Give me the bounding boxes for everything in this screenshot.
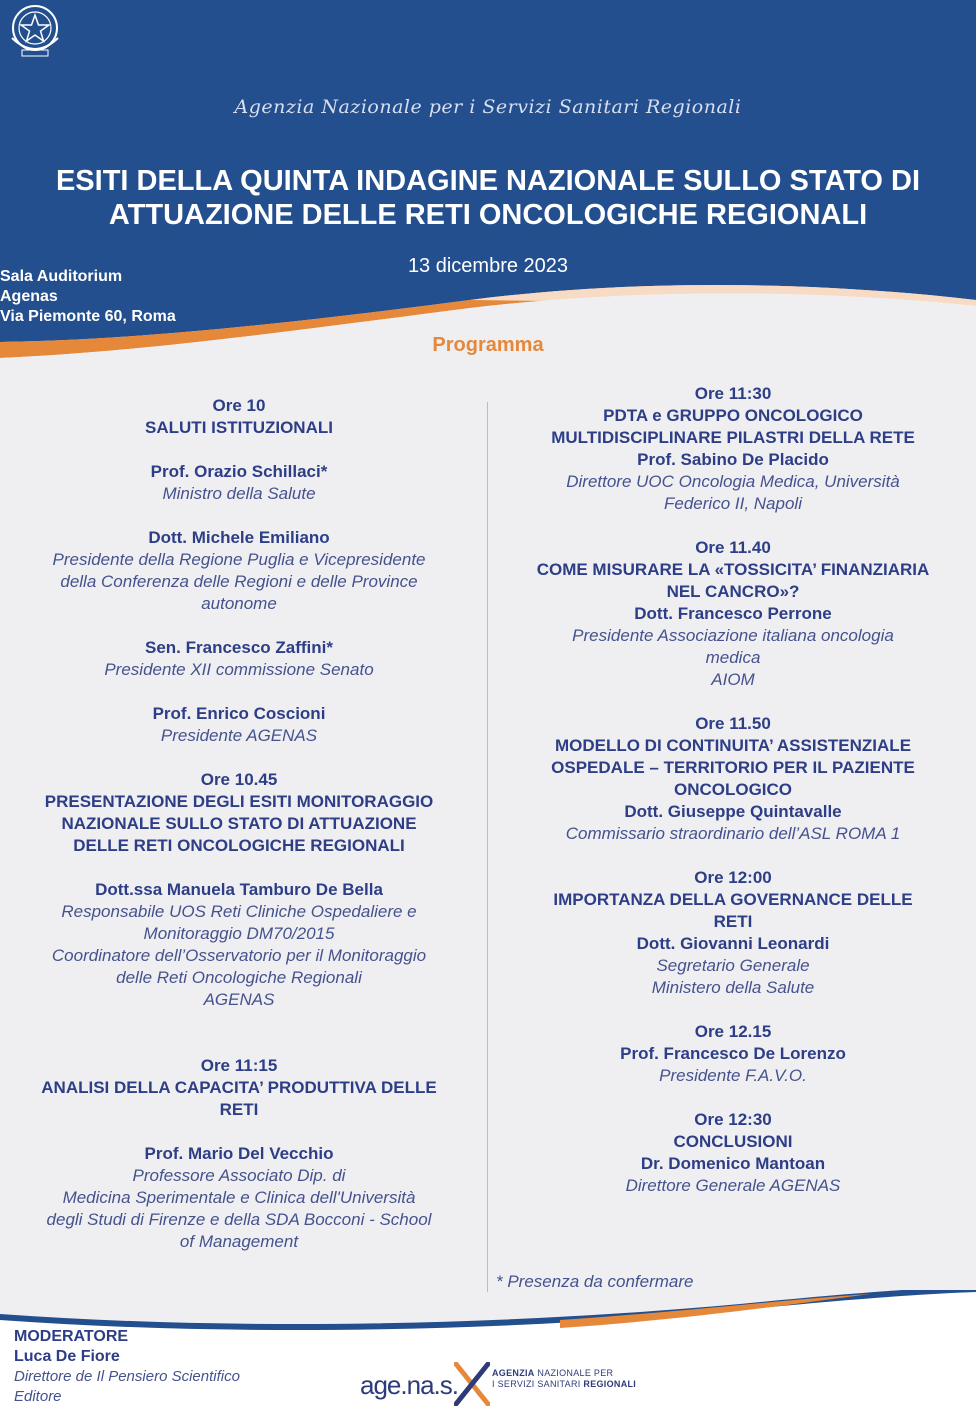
moderator-role: Direttore de Il Pensiero Scientifico [14, 1368, 240, 1385]
event-title [10, 164, 966, 232]
speaker-role: Presidente Associazione italiana oncologia [572, 626, 894, 645]
event-date: 13 dicembre 2023 [407, 255, 569, 277]
speaker-role: Presidente XII commissione Senato [104, 660, 374, 679]
agenas-logo [360, 1362, 640, 1406]
speaker-role: della Conferenza delle Regioni e delle Province [60, 572, 418, 591]
speaker-role: Professore Associato Dip. di [132, 1166, 346, 1185]
speaker-role: Ministero della Salute [651, 978, 815, 997]
speaker-role: Medicina Sperimentale e Clinica dell'Università [62, 1188, 416, 1207]
session-title: RETI [219, 1100, 259, 1119]
speaker-role: autonome [201, 594, 277, 613]
logo-text: NAZIONALE PER [534, 1368, 614, 1378]
program-right-column [490, 383, 976, 1197]
logo-wordmark: age.na.s. [360, 1370, 458, 1400]
moderator-name: Luca De Fiore [14, 1348, 120, 1365]
venue-line: Via Piemonte 60, Roma [0, 308, 176, 325]
session-title: IMPORTANZA DELLA GOVERNANCE DELLE [553, 890, 913, 909]
speaker-name: Prof. Francesco De Lorenzo [620, 1044, 846, 1063]
moderator-block [14, 1327, 240, 1407]
logo-text-bold: AGENZIA [492, 1368, 535, 1378]
speaker-name: Prof. Enrico Coscioni [152, 704, 326, 723]
session-title: PDTA e GRUPPO ONCOLOGICO [603, 406, 863, 425]
speaker-role: AIOM [711, 670, 755, 689]
session-title: ANALISI DELLA CAPACITA’ PRODUTTIVA DELLE [41, 1078, 437, 1097]
session-title: DELLE RETI ONCOLOGICHE REGIONALI [73, 836, 405, 855]
header-banner [0, 0, 976, 360]
speaker-role: Federico II, Napoli [664, 494, 802, 513]
agenas-x-logo-icon [454, 1362, 490, 1406]
session-time: Ore 10.45 [200, 770, 278, 789]
section-label-programma: Programma [432, 334, 544, 356]
speaker-name: Prof. Sabino De Placido [637, 450, 829, 469]
speaker-role: delle Reti Oncologiche Regionali [116, 968, 362, 987]
session-title: NAZIONALE SULLO STATO DI ATTUAZIONE [61, 814, 417, 833]
session-title: MODELLO DI CONTINUITA’ ASSISTENZIALE [554, 736, 912, 755]
speaker-role: degli Studi di Firenze e della SDA Bocconi - School [46, 1210, 432, 1229]
session-time: Ore 12:00 [694, 868, 772, 887]
agency-name: Agenzia Nazionale per i Servizi Sanitari Regionali [234, 96, 742, 118]
speaker-role: Direttore UOC Oncologia Medica, Università [566, 472, 900, 491]
speaker-role: Monitoraggio DM70/2015 [143, 924, 335, 943]
moderator-role: Editore [14, 1388, 62, 1405]
venue-line: Agenas [0, 288, 58, 305]
speaker-role: Presidente AGENAS [160, 726, 318, 745]
speaker-role: Commissario straordinario dell’ASL ROMA 1 [565, 824, 901, 843]
session-title: NEL CANCRO»? [666, 582, 800, 601]
session-time: Ore 10 [212, 396, 266, 415]
session-title: PRESENTAZIONE DEGLI ESITI MONITORAGGIO [44, 792, 434, 811]
event-title-line: ATTUAZIONE DELLE RETI ONCOLOGICHE REGIONALI [108, 199, 868, 231]
speaker-role: Responsabile UOS Reti Cliniche Ospedaliere e [61, 902, 417, 921]
speaker-name: Dott. Giuseppe Quintavalle [624, 802, 842, 821]
speaker-role: Direttore Generale AGENAS [625, 1176, 841, 1195]
italian-republic-emblem-icon [0, 0, 70, 62]
program-left-column [0, 395, 478, 1253]
logo-text: I SERVIZI SANITARI [492, 1379, 584, 1389]
session-time: Ore 12.15 [694, 1022, 772, 1041]
session-title: MULTIDISCIPLINARE PILASTRI DELLA RETE [551, 428, 915, 447]
speaker-name: Dott. Michele Emiliano [148, 528, 330, 547]
speaker-name: Dott. Giovanni Leonardi [636, 934, 830, 953]
speaker-name: Prof. Mario Del Vecchio [144, 1144, 334, 1163]
speaker-role: Ministro della Salute [162, 484, 316, 503]
column-divider [487, 402, 488, 1292]
speaker-name: Dott.ssa Manuela Tamburo De Bella [95, 880, 383, 899]
session-title: ONCOLOGICO [673, 780, 793, 799]
logo-text-bold: REGIONALI [583, 1379, 637, 1389]
speaker-name: Dr. Domenico Mantoan [640, 1154, 826, 1173]
speaker-role: of Management [179, 1232, 299, 1251]
session-title: COME MISURARE LA «TOSSICITA’ FINANZIARIA [536, 560, 930, 579]
speaker-name: Dott. Francesco Perrone [634, 604, 832, 623]
session-time: Ore 11.50 [695, 714, 771, 733]
speaker-name: Sen. Francesco Zaffini* [145, 638, 333, 657]
session-title: CONCLUSIONI [673, 1132, 793, 1151]
logo-agency-text [492, 1368, 636, 1390]
session-title: OSPEDALE – TERRITORIO PER IL PAZIENTE [551, 758, 915, 777]
venue-line: Sala Auditorium [0, 268, 123, 285]
confirmation-note: * Presenza da confermare [496, 1272, 694, 1291]
session-time: Ore 11:15 [200, 1056, 278, 1075]
venue-block [0, 267, 176, 327]
session-title: SALUTI ISTITUZIONALI [145, 418, 333, 437]
speaker-role: medica [705, 648, 761, 667]
speaker-role: Presidente della Regione Puglia e Vicepresidente [52, 550, 426, 569]
speaker-name: Prof. Orazio Schillaci* [150, 462, 328, 481]
speaker-role: Coordinatore dell’Osservatorio per il Monitoraggio [51, 946, 427, 965]
moderator-label: MODERATORE [14, 1328, 129, 1345]
session-time: Ore 11:30 [694, 384, 772, 403]
event-title-line: ESITI DELLA QUINTA INDAGINE NAZIONALE SULLO STATO DI [55, 165, 921, 197]
speaker-role: Segretario Generale [656, 956, 810, 975]
speaker-role: Presidente F.A.V.O. [659, 1066, 807, 1085]
speaker-role: AGENAS [203, 990, 275, 1009]
session-time: Ore 11.40 [695, 538, 771, 557]
session-time: Ore 12:30 [694, 1110, 772, 1129]
session-title: RETI [713, 912, 753, 931]
